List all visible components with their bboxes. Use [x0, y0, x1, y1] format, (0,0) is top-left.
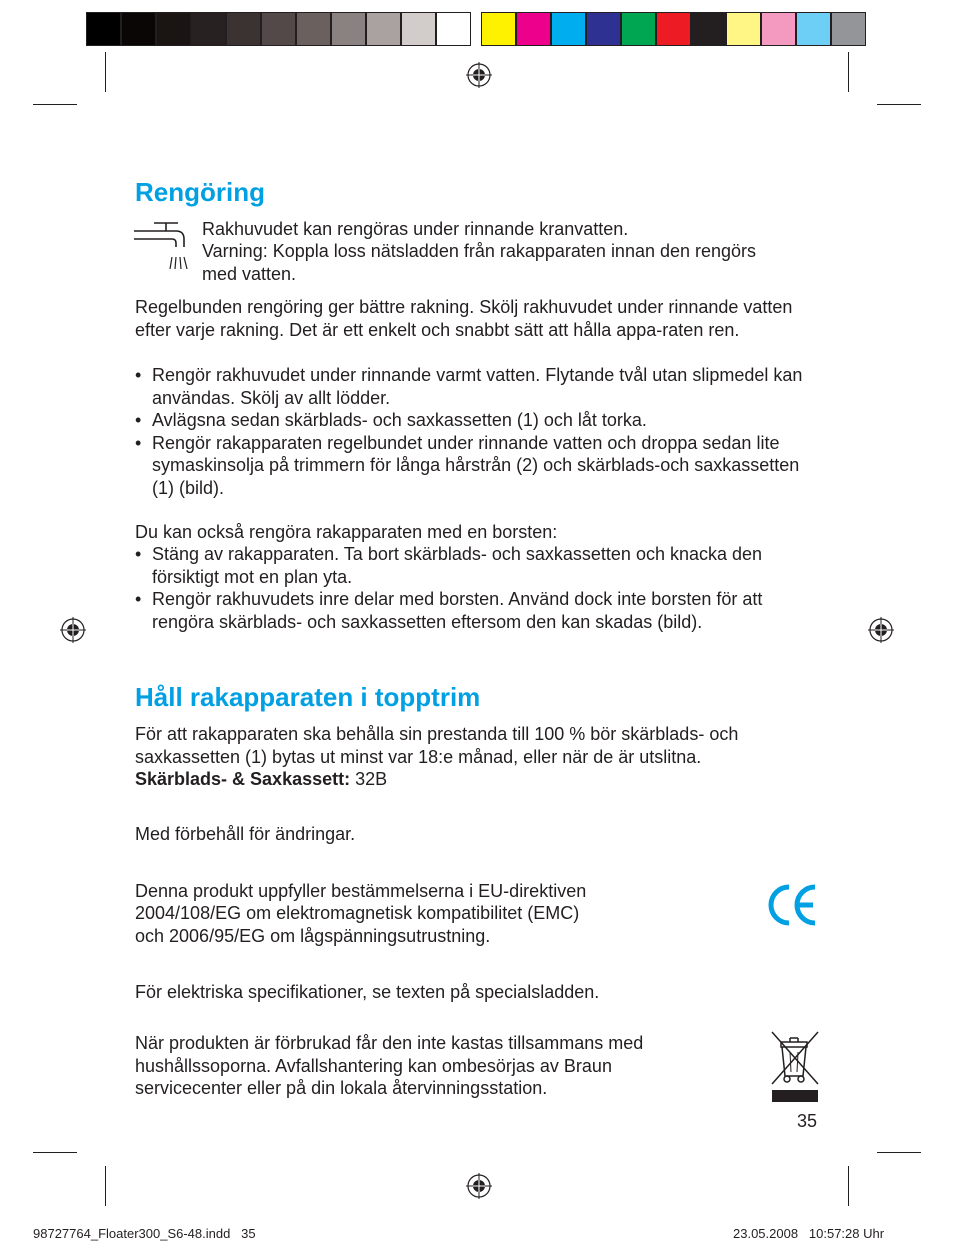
- color-swatch: [261, 12, 296, 46]
- list-item: • Rengör rakhuvudet under rinnande varmt vatten. Flytande tvål utan slipmedel kan användas. Skölj av allt lödder.: [135, 364, 825, 409]
- eu-line: Denna produkt uppfyller bestämmelserna i EU-direktiven: [135, 881, 587, 901]
- grayscale-bar: [86, 12, 471, 46]
- color-swatch: [86, 12, 121, 46]
- section-title-cleaning: Rengöring: [135, 177, 265, 207]
- color-swatch: [551, 12, 586, 46]
- color-swatch: [401, 12, 436, 46]
- footer-file-info: 98727764_Floater300_S6-48.indd 35: [33, 1226, 256, 1241]
- tap-warning-line: Varning: Koppla loss nätsladden från rakapparaten innan den rengörs: [202, 241, 757, 261]
- maintenance-paragraph: För att rakapparaten ska behålla sin prestanda till 100 % bör skärblads- och saxkassetten (1) bytas ut minst var 18:e månad, eller när de är utslitna.: [135, 724, 739, 767]
- color-swatch: [831, 12, 866, 46]
- color-swatch: [796, 12, 831, 46]
- color-swatch: [481, 12, 516, 46]
- registration-mark-icon: [464, 1171, 494, 1201]
- crop-mark: [877, 104, 921, 105]
- ce-mark-icon: [767, 882, 821, 928]
- disposal-line: När produkten är förbrukad får den inte kastas tillsammans med: [135, 1033, 644, 1053]
- crop-mark: [877, 1152, 921, 1153]
- registration-mark-icon: [58, 615, 88, 645]
- eu-line: och 2006/95/EG om lågspänningsutrustning.: [135, 926, 491, 946]
- color-swatch: [726, 12, 761, 46]
- color-swatch: [331, 12, 366, 46]
- color-swatch: [226, 12, 261, 46]
- color-swatch: [691, 12, 726, 46]
- brush-intro: Du kan också rengöra rakapparaten med en borsten:: [135, 522, 558, 542]
- list-item: • Rengör rakapparaten regelbundet under rinnande vatten och droppa sedan lite symaskinsolja på trimmern för långa hårstrån (2) och skärblads-och saxkassetten (1) (bild).: [135, 432, 825, 500]
- crop-mark: [33, 1152, 77, 1153]
- crop-mark: [105, 52, 106, 92]
- list-item: • Rengör rakhuvudets inre delar med borsten. Använd dock inte borsten för att rengöra skärblads- och saxkassetten eftersom den kan skadas (bild).: [135, 588, 825, 633]
- section-title-maintenance: Håll rakapparaten i topptrim: [135, 682, 481, 712]
- list-item: • Stäng av rakapparaten. Ta bort skärblads- och saxkassetten och knacka den försiktigt mot en plan yta.: [135, 543, 825, 588]
- cleaning-paragraph: Regelbunden rengöring ger bättre rakning. Skölj rakhuvudet under rinnande vatten efter varje rakning. Det är ett enkelt och snabbt sätt att hålla appa-raten ren.: [135, 297, 793, 340]
- eu-line: 2004/108/EG om elektromagnetisk kompatibilitet (EMC): [135, 903, 580, 923]
- water-tap-icon: [134, 221, 190, 273]
- color-swatch: [296, 12, 331, 46]
- color-swatch: [191, 12, 226, 46]
- disposal-line: hushållssoporna. Avfallshantering kan ombesörjas av Braun: [135, 1056, 612, 1076]
- color-swatch: [121, 12, 156, 46]
- color-swatch: [761, 12, 796, 46]
- tap-warning-line: med vatten.: [202, 264, 297, 284]
- registration-mark-icon: [866, 615, 896, 645]
- part-value: 32B: [355, 769, 388, 789]
- reservation-note: Med förbehåll för ändringar.: [135, 824, 356, 844]
- registration-mark-icon: [464, 60, 494, 90]
- tap-intro-line: Rakhuvudet kan rengöras under rinnande kranvatten.: [202, 219, 629, 239]
- color-swatch: [586, 12, 621, 46]
- color-swatch: [516, 12, 551, 46]
- color-swatch: [366, 12, 401, 46]
- crop-mark: [848, 1166, 849, 1206]
- color-swatch: [436, 12, 471, 46]
- disposal-line: servicecenter eller på din lokala återvinningsstation.: [135, 1078, 548, 1098]
- cleaning-list: [135, 364, 825, 499]
- list-item: • Avlägsna sedan skärblads- och saxkassetten (1) och låt torka.: [135, 409, 825, 432]
- electrical-note: För elektriska specifikationer, se texten på specialsladden.: [135, 982, 600, 1002]
- part-label: Skärblads- & Saxkassett:: [135, 769, 351, 789]
- footer-date: 23.05.2008 10:57:28 Uhr: [733, 1226, 885, 1241]
- crop-mark: [105, 1166, 106, 1206]
- crop-mark: [33, 104, 77, 105]
- part-number-line: [135, 768, 387, 791]
- color-swatch: [156, 12, 191, 46]
- page-number: 35: [797, 1111, 818, 1131]
- color-swatch: [656, 12, 691, 46]
- crossed-bin-icon: [768, 1030, 822, 1104]
- brush-list: [135, 543, 825, 633]
- crop-mark: [848, 52, 849, 92]
- color-swatch: [621, 12, 656, 46]
- color-bar: [481, 12, 866, 46]
